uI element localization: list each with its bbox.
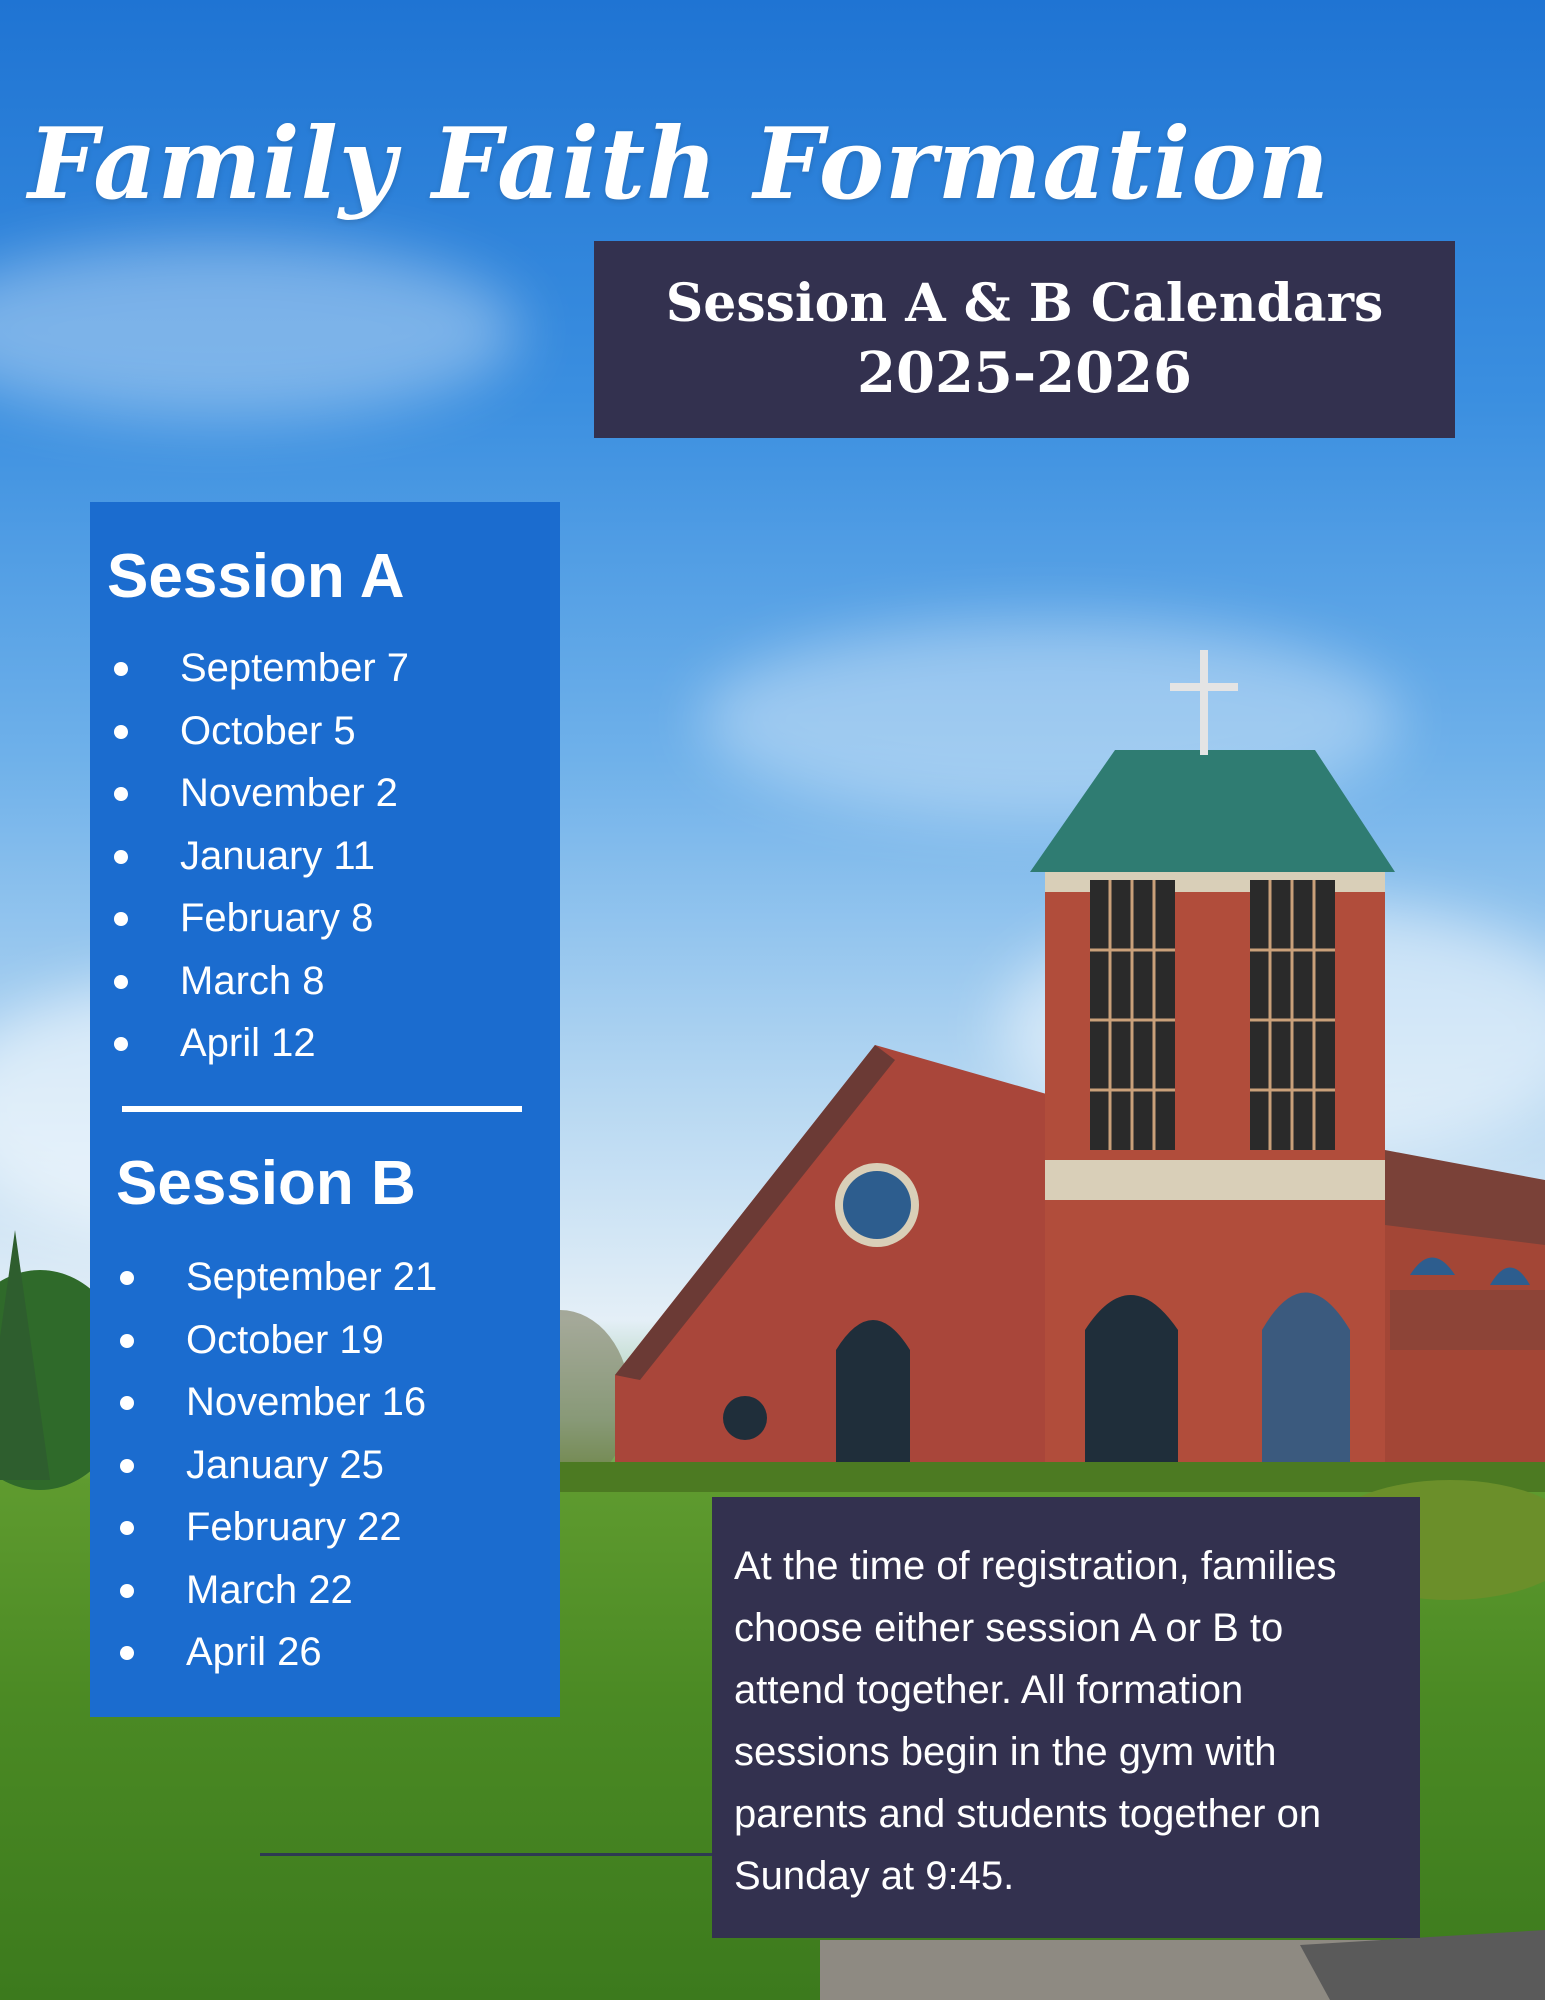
connector-line bbox=[260, 1853, 712, 1856]
list-item bbox=[114, 825, 409, 888]
bullet-icon bbox=[120, 1459, 134, 1473]
list-item bbox=[120, 1371, 437, 1434]
session-date: April 26 bbox=[186, 1630, 322, 1674]
session-b-dates bbox=[120, 1246, 437, 1684]
bullet-icon bbox=[114, 975, 128, 989]
list-item bbox=[114, 1012, 409, 1075]
session-date: November 2 bbox=[180, 771, 398, 815]
list-item bbox=[120, 1309, 437, 1372]
session-date: January 25 bbox=[186, 1442, 384, 1487]
bullet-icon bbox=[114, 725, 128, 739]
sessions-panel bbox=[90, 502, 560, 1717]
list-item bbox=[120, 1496, 437, 1559]
list-item bbox=[120, 1621, 437, 1684]
bullet-icon bbox=[114, 1037, 128, 1051]
session-a-dates bbox=[114, 637, 409, 1075]
registration-info-box bbox=[712, 1497, 1420, 1938]
bullet-icon bbox=[120, 1584, 134, 1598]
bullet-icon bbox=[120, 1521, 134, 1535]
session-date: September 7 bbox=[180, 646, 410, 690]
session-date: January 11 bbox=[180, 833, 375, 878]
bullet-icon bbox=[120, 1646, 134, 1660]
session-a-heading: Session A bbox=[107, 542, 405, 611]
session-b-heading: Session B bbox=[116, 1149, 416, 1218]
list-item bbox=[114, 637, 409, 700]
session-date: March 22 bbox=[186, 1567, 353, 1612]
list-item bbox=[114, 950, 409, 1013]
session-date: October 5 bbox=[180, 708, 356, 753]
calendar-title-box bbox=[594, 241, 1455, 438]
list-item bbox=[114, 762, 409, 825]
session-date: February 22 bbox=[186, 1505, 402, 1549]
session-date: November 16 bbox=[186, 1380, 427, 1424]
session-date: March 8 bbox=[180, 958, 325, 1003]
bullet-icon bbox=[114, 850, 128, 864]
bullet-icon bbox=[120, 1396, 134, 1410]
bullet-icon bbox=[120, 1334, 134, 1348]
calendar-year: 2025-2026 bbox=[857, 339, 1192, 406]
list-item bbox=[120, 1246, 437, 1309]
list-item bbox=[120, 1434, 437, 1497]
bullet-icon bbox=[114, 662, 128, 676]
bullet-icon bbox=[120, 1271, 134, 1285]
session-date: September 21 bbox=[186, 1255, 438, 1299]
session-date: February 8 bbox=[180, 896, 374, 940]
list-item bbox=[120, 1559, 437, 1622]
calendar-title: Session A & B Calendars bbox=[665, 272, 1384, 334]
list-item bbox=[114, 700, 409, 763]
session-divider bbox=[122, 1106, 522, 1112]
session-date: October 19 bbox=[186, 1317, 384, 1362]
list-item bbox=[114, 887, 409, 950]
registration-info-text: At the time of registration, families choose either session A or B to attend together. All formation sessions begin in the gym with parents and students together on Sunday at 9:45. bbox=[734, 1544, 1337, 1898]
bullet-icon bbox=[114, 912, 128, 926]
session-date: April 12 bbox=[180, 1021, 316, 1065]
flyer-title: Family Faith Formation bbox=[28, 107, 1331, 222]
bullet-icon bbox=[114, 787, 128, 801]
